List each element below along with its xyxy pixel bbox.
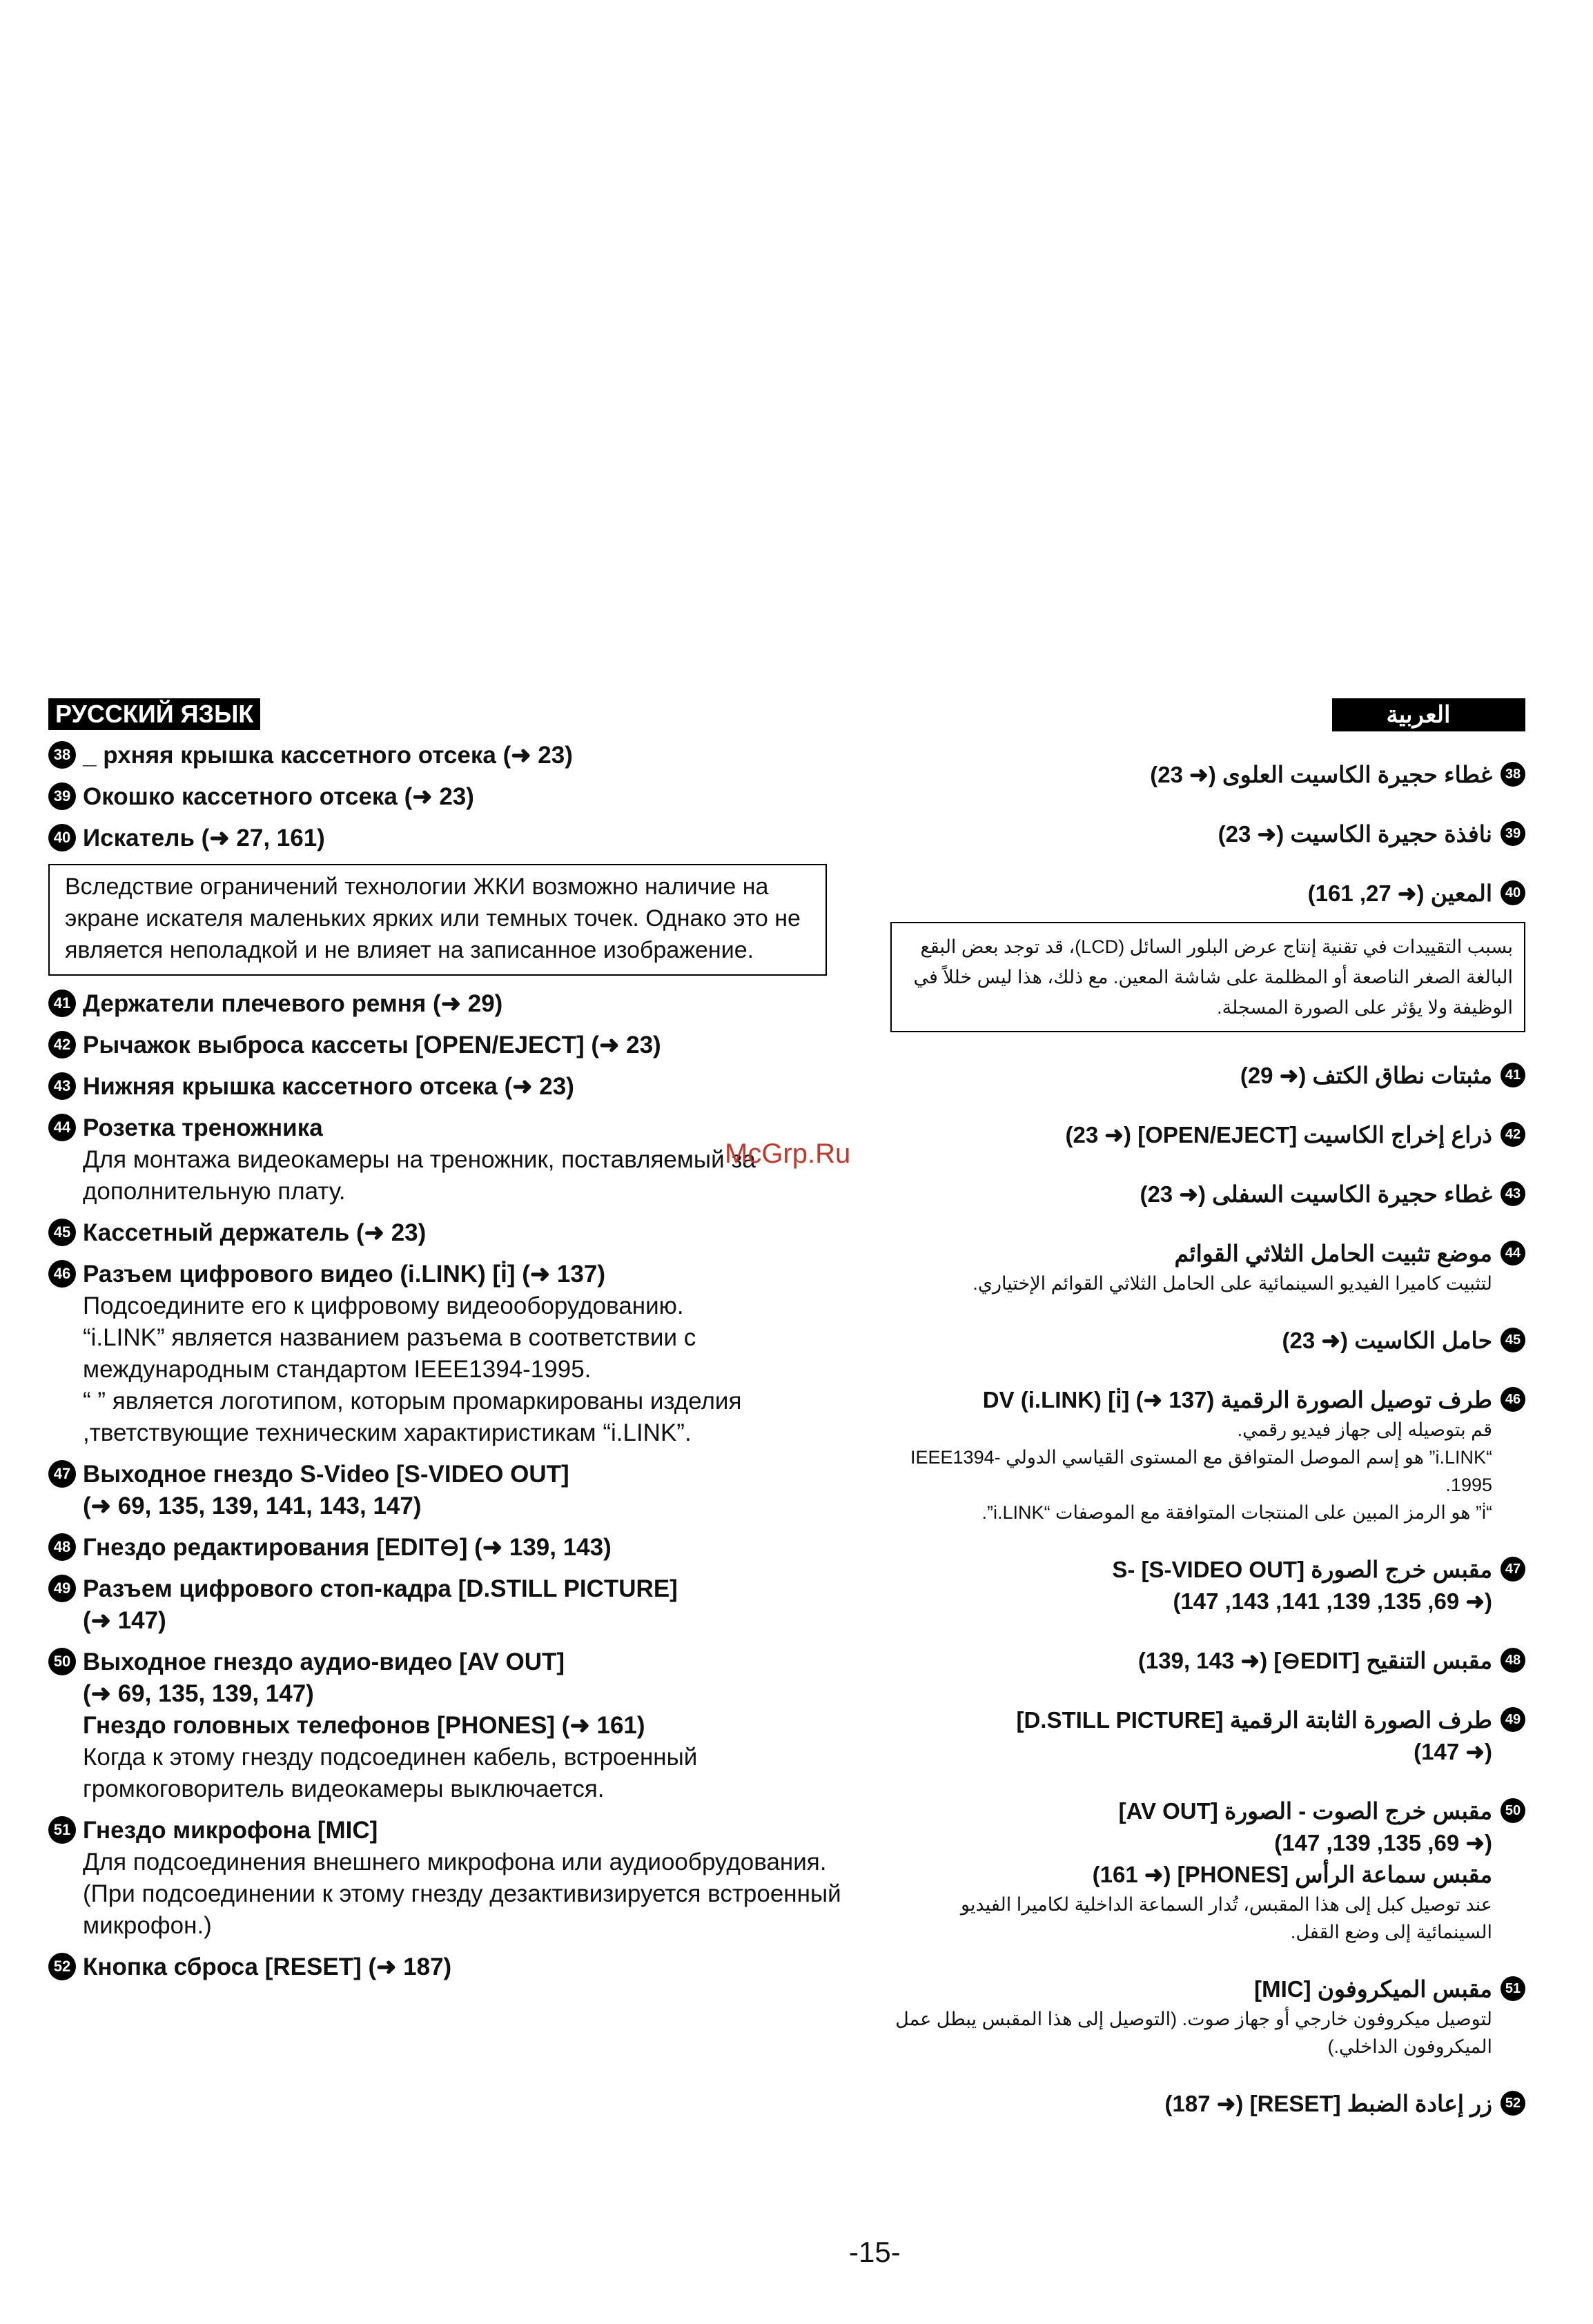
ru-item-47 [48,1459,863,1522]
arabic-language-tab: العربية [1332,698,1525,731]
item-title: حامل الكاسيت (➜ 23) [1282,1328,1492,1353]
item-description: “i.LINK” является названием разъема в соответствии с международным стандартом IEEE1394-1995. [83,1324,696,1383]
ru-item-52 [48,1951,863,1983]
ru-item-46 [48,1259,863,1449]
ru-item-42 [48,1030,863,1061]
ar-item-38 [890,759,1525,791]
ru-item-40 [48,823,863,854]
item-number-badge: 39 [1501,821,1525,846]
item-number-badge: 45 [48,1219,76,1246]
item-title: غطاء حجيرة الكاسيت السفلى (➜ 23) [1140,1181,1492,1207]
item-number-badge: 38 [1501,762,1525,787]
item-title: المعين (➜ 27, 161) [1307,880,1492,906]
item-title: نافذة حجيرة الكاسيت (➜ 23) [1218,821,1492,847]
item-page-refs: (➜ 147) [1414,1739,1492,1764]
item-title: Кассетный держатель (➜ 23) [83,1219,427,1246]
ru-lcd-note-box: Вследствие ограничений технологии ЖКИ возможно наличие на экране искателя маленьких ярких или темных точек. Однако это не является неполадкой и не влияет на записанное изображение. [48,864,827,976]
item-description: (При подсоединении к этому гнезду дезактивизируется встроенный микрофон.) [83,1880,841,1939]
item-title: مقبس الميكروفون [MIC] [1254,1976,1492,2002]
item-number-badge: 50 [1501,1798,1525,1823]
ar-item-49 [890,1704,1525,1768]
item-description: قم بتوصيله إلى جهاز فيديو رقمي. [1237,1419,1492,1440]
item-subtitle: مقبس سماعة الرأس [PHONES] (➜ 161) [1092,1862,1492,1887]
item-number-badge: 41 [48,989,76,1017]
item-number-badge: 42 [1501,1122,1525,1147]
item-number-badge: 40 [48,824,76,851]
item-description: “i̇” هو الرمز المبين على المنتجات المتوافقة مع الموصفات “i.LINK”. [981,1502,1492,1523]
ar-item-45 [890,1325,1525,1357]
arabic-column [890,698,1525,2120]
item-title: Кнопка сброса [RESET] (➜ 187) [83,1953,452,1980]
item-number-badge: 49 [48,1575,76,1602]
item-description: Для монтажа видеокамеры на треножник, поставляемый за дополнительную плату. [83,1146,756,1205]
ru-item-48 [48,1532,863,1564]
ru-item-43 [48,1071,863,1103]
ar-item-52 [890,2088,1525,2120]
item-title: موضع تثبيت الحامل الثلاثي القوائم [1174,1241,1492,1266]
item-description: Когда к этому гнезду подсоединен кабель, встроенный громкоговоритель видеокамеры выключается. [83,1744,698,1802]
item-number-badge: 52 [1501,2091,1525,2116]
item-description: لتثبيت كاميرا الفيديو السينمائية على الحامل الثلاثي القوائم الإختياري. [973,1273,1492,1294]
item-page-refs: (➜ 69, 135, 139, 147) [1274,1830,1492,1855]
item-number-badge: 44 [1501,1241,1525,1266]
item-title: Рычажок выброса кассеты [OPEN/EJECT] (➜ 23) [83,1032,661,1058]
item-title: ذراع إخراج الكاسيت [OPEN/EJECT] (➜ 23) [1065,1122,1492,1148]
item-number-badge: 44 [48,1114,76,1141]
item-description: لتوصيل ميكروفون خارجي أو جهاز صوت. (التوصيل إلى هذا المقبس يبطل عمل الميكروفون الداخلي.) [895,2009,1492,2057]
item-description: “i.LINK” هو إسم الموصل المتوافق مع المستوى القياسي الدولي IEEE1394-1995. [910,1447,1492,1495]
item-title: مقبس خرج الصورة S- [S-VIDEO OUT] [1112,1557,1492,1582]
ar-item-46 [890,1384,1525,1526]
item-title: Держатели плечевого ремня (➜ 29) [83,990,503,1017]
item-page-refs: (➜ 69, 135, 139, 141, 143, 147) [1173,1588,1492,1614]
item-title: Окошко кассетного отсека (➜ 23) [83,783,474,810]
item-title: Розетка треножника [83,1114,323,1141]
item-description: Подсоедините его к цифровому видеооборудованию. [83,1292,684,1319]
item-title: مقبس خرج الصوت - الصورة [AV OUT] [1118,1798,1492,1824]
item-page-refs: (➜ 69, 135, 139, 141, 143, 147) [83,1493,422,1519]
item-number-badge: 45 [1501,1328,1525,1352]
item-number-badge: 47 [48,1460,76,1488]
ar-item-48 [890,1645,1525,1677]
ru-item-41 [48,988,863,1020]
item-title: Гнездо микрофона [MIC] [83,1817,378,1844]
russian-column [48,698,863,1983]
item-number-badge: 42 [48,1031,76,1058]
item-page-refs: (➜ 147) [83,1607,166,1634]
ru-item-39 [48,781,863,813]
item-number-badge: 47 [1501,1557,1525,1582]
ar-item-51 [890,1973,1525,2060]
item-title: طرف الصورة الثابتة الرقمية [D.STILL PICTURE] [1016,1707,1492,1733]
ar-item-43 [890,1179,1525,1210]
ar-lcd-note-box: بسبب التقييدات في تقنية إنتاج عرض البلور السائل (LCD)، قد توجد بعض البقع البالغة الصغر الناصعة أو المظلمة على شاشة المعين. مع ذلك، هذا ليس خللاً في الوظيفة ولا يؤثر على الصورة المسجلة. [890,922,1525,1032]
item-title: Выходное гнездо S-Video [S-VIDEO OUT] [83,1461,569,1488]
item-title: غطاء حجيرة الكاسيت العلوى (➜ 23) [1150,762,1492,787]
ar-item-40 [890,878,1525,909]
ru-item-38 [48,740,863,771]
item-title: Разъем цифрового видео (i.LINK) [i̇] (➜ 137) [83,1261,605,1288]
item-description: Для подсоединения внешнего микрофона или аудиообрудования. [83,1849,827,1875]
item-title: Разъем цифрового стоп-кадра [D.STILL PICTURE] [83,1575,678,1602]
item-number-badge: 48 [48,1533,76,1561]
item-number-badge: 51 [48,1816,76,1844]
ar-item-41 [890,1060,1525,1092]
ar-item-50 [890,1795,1525,1946]
item-number-badge: 43 [48,1072,76,1100]
ru-item-50 [48,1646,863,1805]
ru-item-49 [48,1573,863,1637]
item-description: عند توصيل كبل إلى هذا المقبس، تُدار السماعة الداخلية لكاميرا الفيديو السينمائية إلى وضع القفل. [961,1894,1492,1942]
item-title: Искатель (➜ 27, 161) [83,825,325,851]
item-number-badge: 46 [1501,1387,1525,1412]
item-number-badge: 48 [1501,1648,1525,1673]
item-title: Гнездо редактирования [EDIT⊖] (➜ 139, 143) [83,1534,612,1561]
item-title: مقبس التنقيح [EDIT⊖] (➜ 139, 143) [1137,1648,1492,1673]
item-number-badge: 40 [1501,880,1525,905]
item-subtitle: Гнездо головных телефонов [PHONES] (➜ 161) [83,1712,645,1739]
item-number-badge: 52 [48,1953,76,1980]
item-number-badge: 38 [48,741,76,769]
item-number-badge: 49 [1501,1707,1525,1732]
item-title: مثبتات نطاق الكتف (➜ 29) [1240,1063,1492,1088]
item-number-badge: 46 [48,1260,76,1288]
ru-item-51 [48,1815,863,1942]
item-title: Нижняя крышка кассетного отсека (➜ 23) [83,1073,574,1100]
item-title: طرف توصيل الصورة الرقمية DV (i.LINK) [i̇] (➜ 137) [982,1387,1492,1412]
item-description: “ ” является логотипом, которым промаркированы изделия ,тветствующие техническим характиристикам “i.LINK”. [83,1388,742,1446]
item-page-refs: (➜ 69, 135, 139, 147) [83,1680,314,1707]
ru-item-45 [48,1217,863,1249]
item-title: زر إعادة الضبط [RESET] (➜ 187) [1164,2091,1492,2116]
item-number-badge: 41 [1501,1063,1525,1087]
item-number-badge: 39 [48,782,76,810]
ar-item-44 [890,1238,1525,1297]
watermark-text: McGrp.Ru [725,1139,851,1169]
item-number-badge: 50 [48,1648,76,1675]
russian-language-tab: РУССКИЙ ЯЗЫК [48,698,260,730]
ar-item-42 [890,1119,1525,1151]
item-title: _ рхняя крышка кассетного отсека (➜ 23) [83,742,573,769]
item-number-badge: 43 [1501,1181,1525,1206]
page-number: -15- [849,2236,901,2268]
ar-item-39 [890,818,1525,850]
ar-item-47 [890,1554,1525,1617]
item-number-badge: 51 [1501,1976,1525,2001]
item-title: Выходное гнездо аудио-видео [AV OUT] [83,1648,565,1675]
